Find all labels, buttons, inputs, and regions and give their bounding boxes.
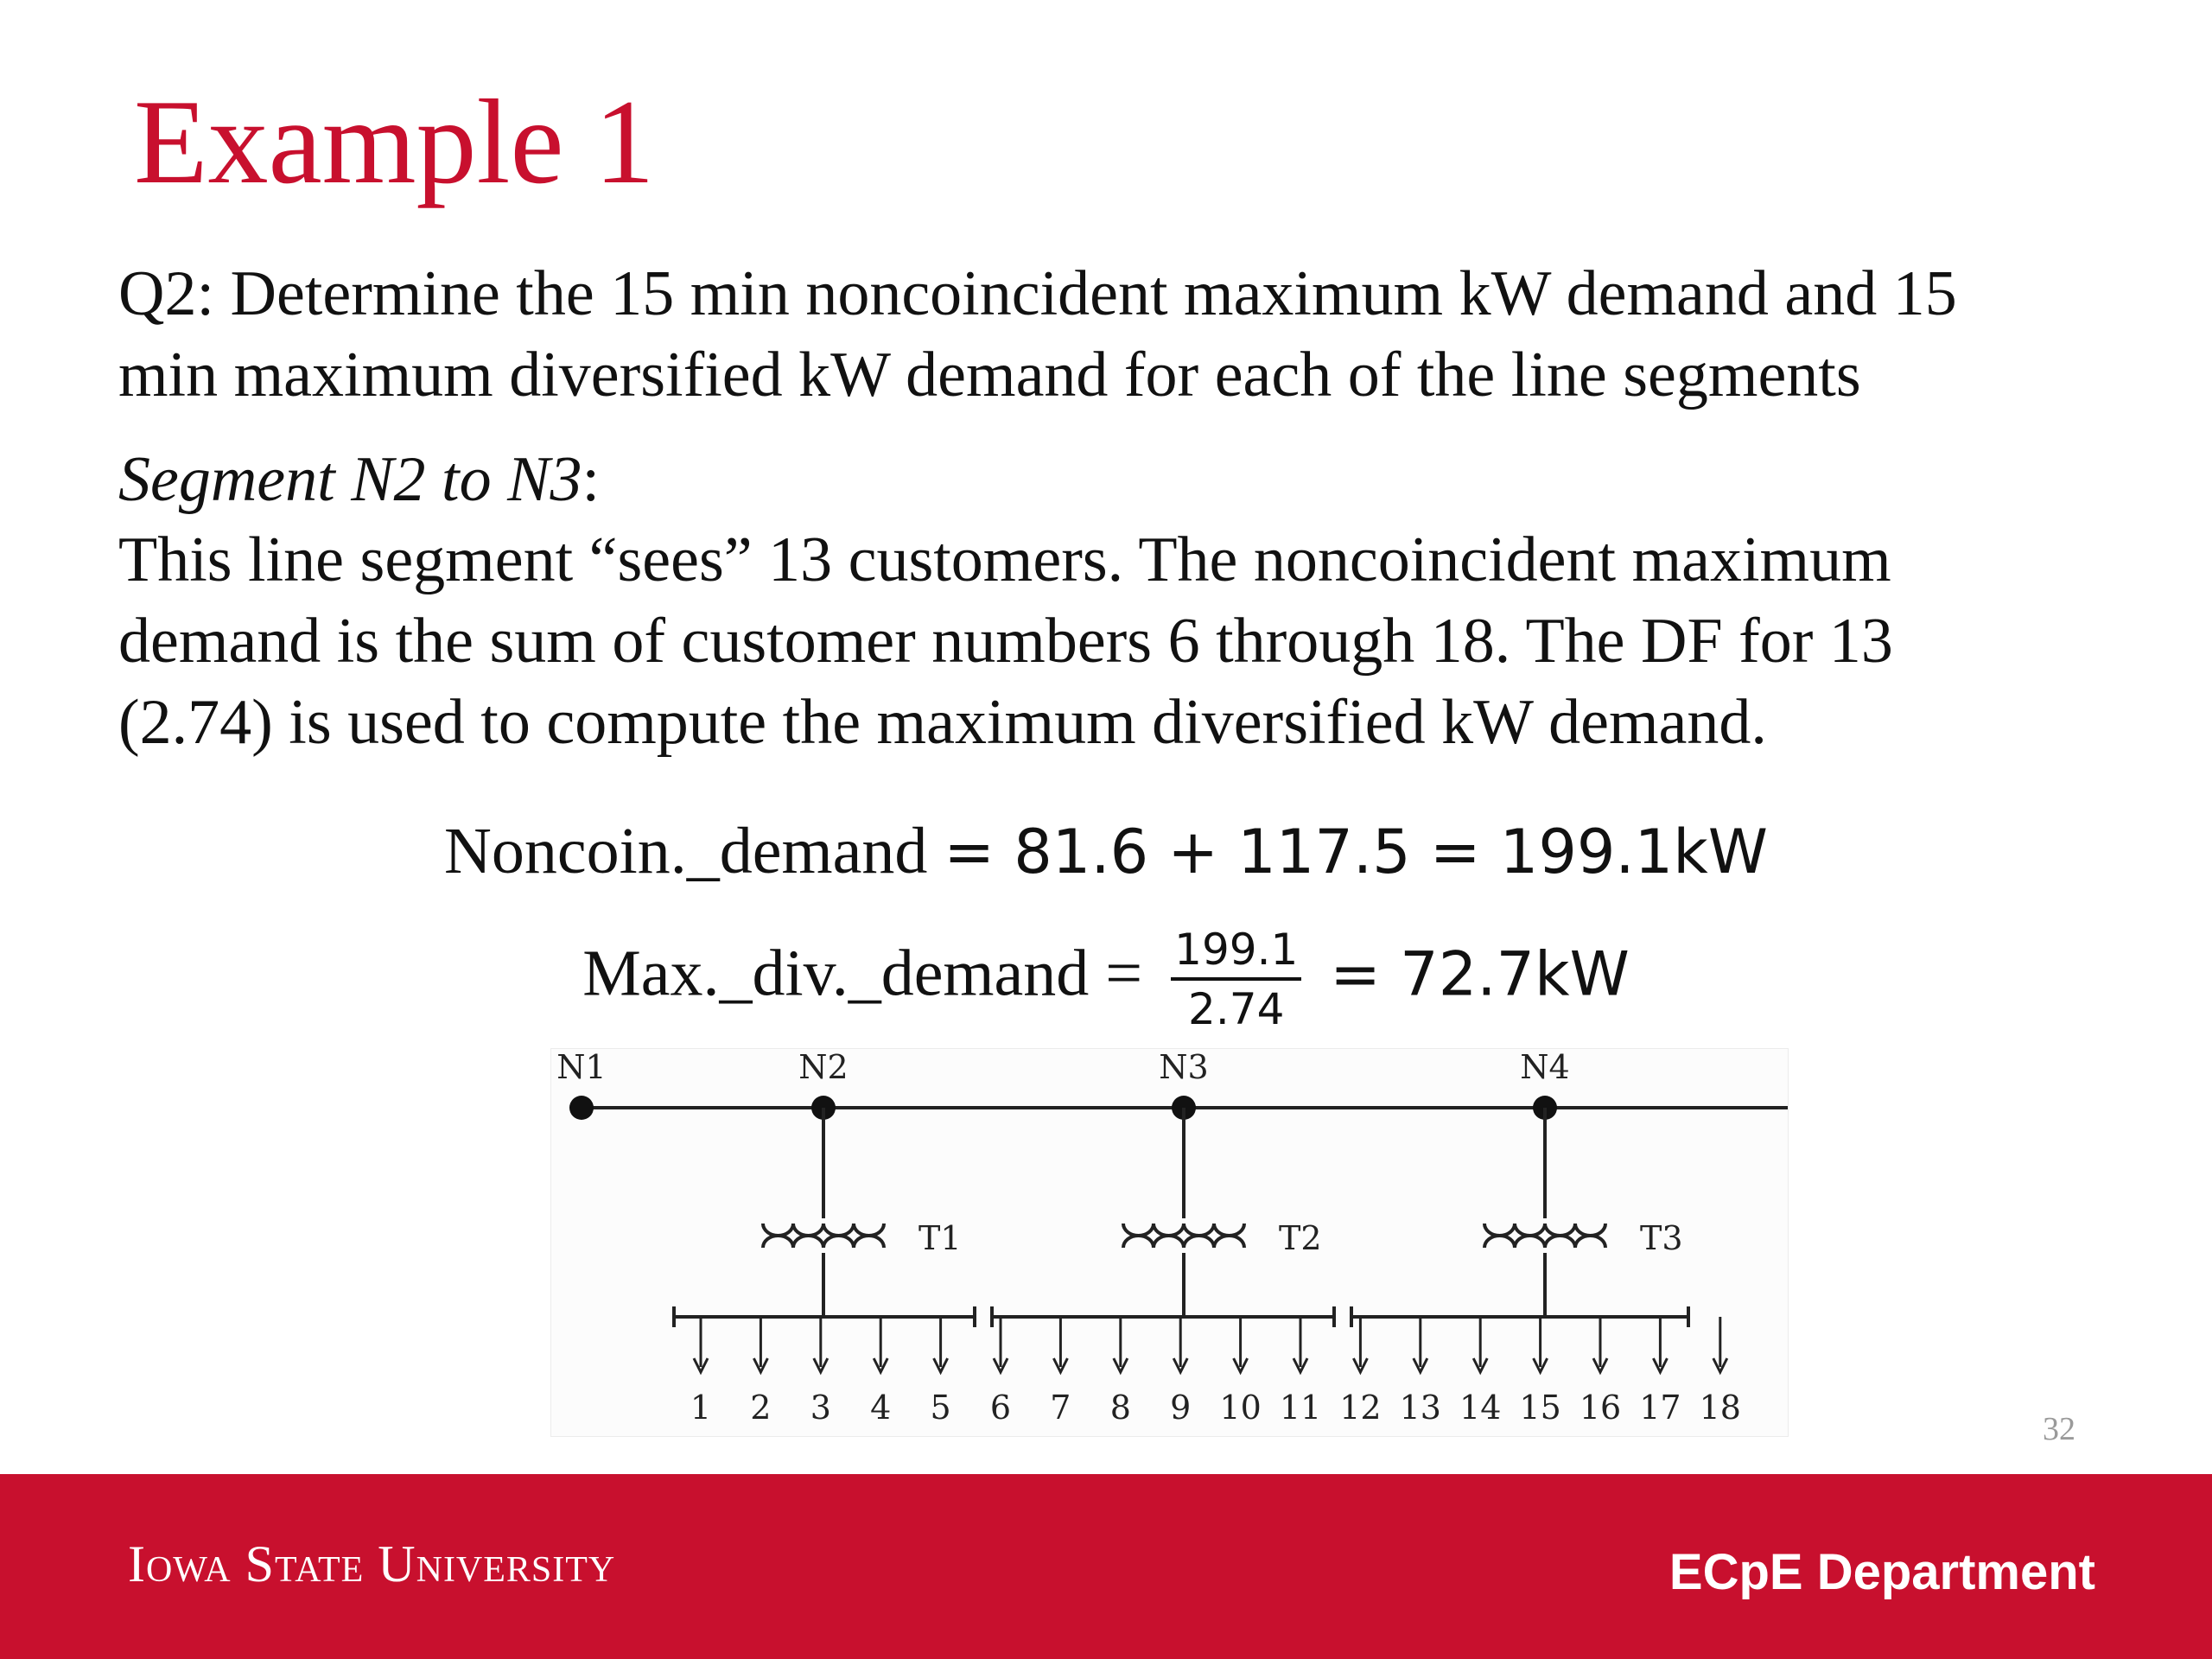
question-line-2: min maximum diversified kW demand for each of the line segments	[118, 340, 1861, 410]
customer-label-17: 17	[1639, 1389, 1681, 1427]
customer-label-12: 12	[1339, 1389, 1382, 1427]
customer-label-8: 8	[1109, 1389, 1131, 1427]
primary-winding-t3	[1484, 1224, 1605, 1236]
paragraph-line-3: (2.74) is used to compute the maximum diversified kW demand.	[118, 687, 1767, 758]
customer-label-16: 16	[1579, 1389, 1622, 1427]
feeder-diagram-svg	[551, 1049, 1789, 1438]
node-dot-n1	[569, 1096, 594, 1120]
secondary-winding-t2	[1123, 1236, 1244, 1248]
max-diversified-demand-equation	[0, 926, 2212, 1033]
customer-label-15: 15	[1519, 1389, 1561, 1427]
transformer-label-t1: T1	[918, 1219, 962, 1257]
customer-label-2: 2	[750, 1389, 772, 1427]
customer-label-13: 13	[1399, 1389, 1441, 1427]
transformer-label-t2: T2	[1279, 1219, 1322, 1257]
question-line-1: Q2: Determine the 15 min noncoincident maximum kW demand and 15	[118, 258, 1957, 329]
customer-label-10: 10	[1219, 1389, 1262, 1427]
customer-label-4: 4	[870, 1389, 892, 1427]
department-label: ECpE Department	[1669, 1544, 2095, 1600]
eq1-label: Noncoin._demand	[444, 815, 928, 887]
transformer-label-t3: T3	[1640, 1219, 1683, 1257]
segment-heading	[118, 439, 2106, 520]
customer-label-7: 7	[1050, 1389, 1071, 1427]
eq1-rhs: = 81.6 + 117.5 = 199.1kW	[944, 817, 1768, 887]
customer-label-3: 3	[810, 1389, 831, 1427]
secondary-winding-t3	[1484, 1236, 1605, 1248]
page-number: 32	[2043, 1411, 2075, 1447]
customer-label-11: 11	[1279, 1389, 1322, 1427]
node-label-n2: N2	[798, 1049, 849, 1086]
customer-label-1: 1	[690, 1389, 712, 1427]
eq2-label: Max._div._demand =	[582, 937, 1143, 1010]
slide-title: Example 1	[134, 75, 655, 209]
node-label-n1: N1	[556, 1049, 607, 1086]
eq2-numerator: 199.1	[1171, 926, 1301, 981]
node-label-n3: N3	[1159, 1049, 1209, 1086]
customer-label-9: 9	[1170, 1389, 1192, 1427]
explanation-paragraph	[118, 519, 2106, 763]
primary-winding-t1	[763, 1224, 884, 1236]
customer-label-14: 14	[1459, 1389, 1502, 1427]
customer-label-6: 6	[989, 1389, 1012, 1427]
segment-colon: :	[582, 444, 601, 515]
eq2-denominator: 2.74	[1188, 984, 1285, 1034]
customer-label-5: 5	[930, 1389, 951, 1427]
university-wordmark: Iowa State University	[128, 1535, 616, 1592]
feeder-one-line-diagram	[550, 1048, 1789, 1437]
footer-bar	[0, 1474, 2212, 1659]
primary-winding-t2	[1123, 1224, 1244, 1236]
noncoincident-demand-equation	[0, 815, 2212, 887]
secondary-winding-t1	[763, 1236, 884, 1248]
segment-label: Segment N2 to N3	[118, 444, 582, 515]
node-label-n4: N4	[1520, 1049, 1570, 1086]
eq2-result: = 72.7kW	[1330, 938, 1630, 1010]
paragraph-line-1: This line segment “sees” 13 customers. The noncoincident maximum	[118, 524, 1891, 595]
question-text	[118, 253, 2106, 416]
paragraph-line-2: demand is the sum of customer numbers 6 through 18. The DF for 13	[118, 606, 1893, 677]
customer-label-18: 18	[1699, 1389, 1741, 1427]
eq2-fraction	[1171, 926, 1301, 1033]
